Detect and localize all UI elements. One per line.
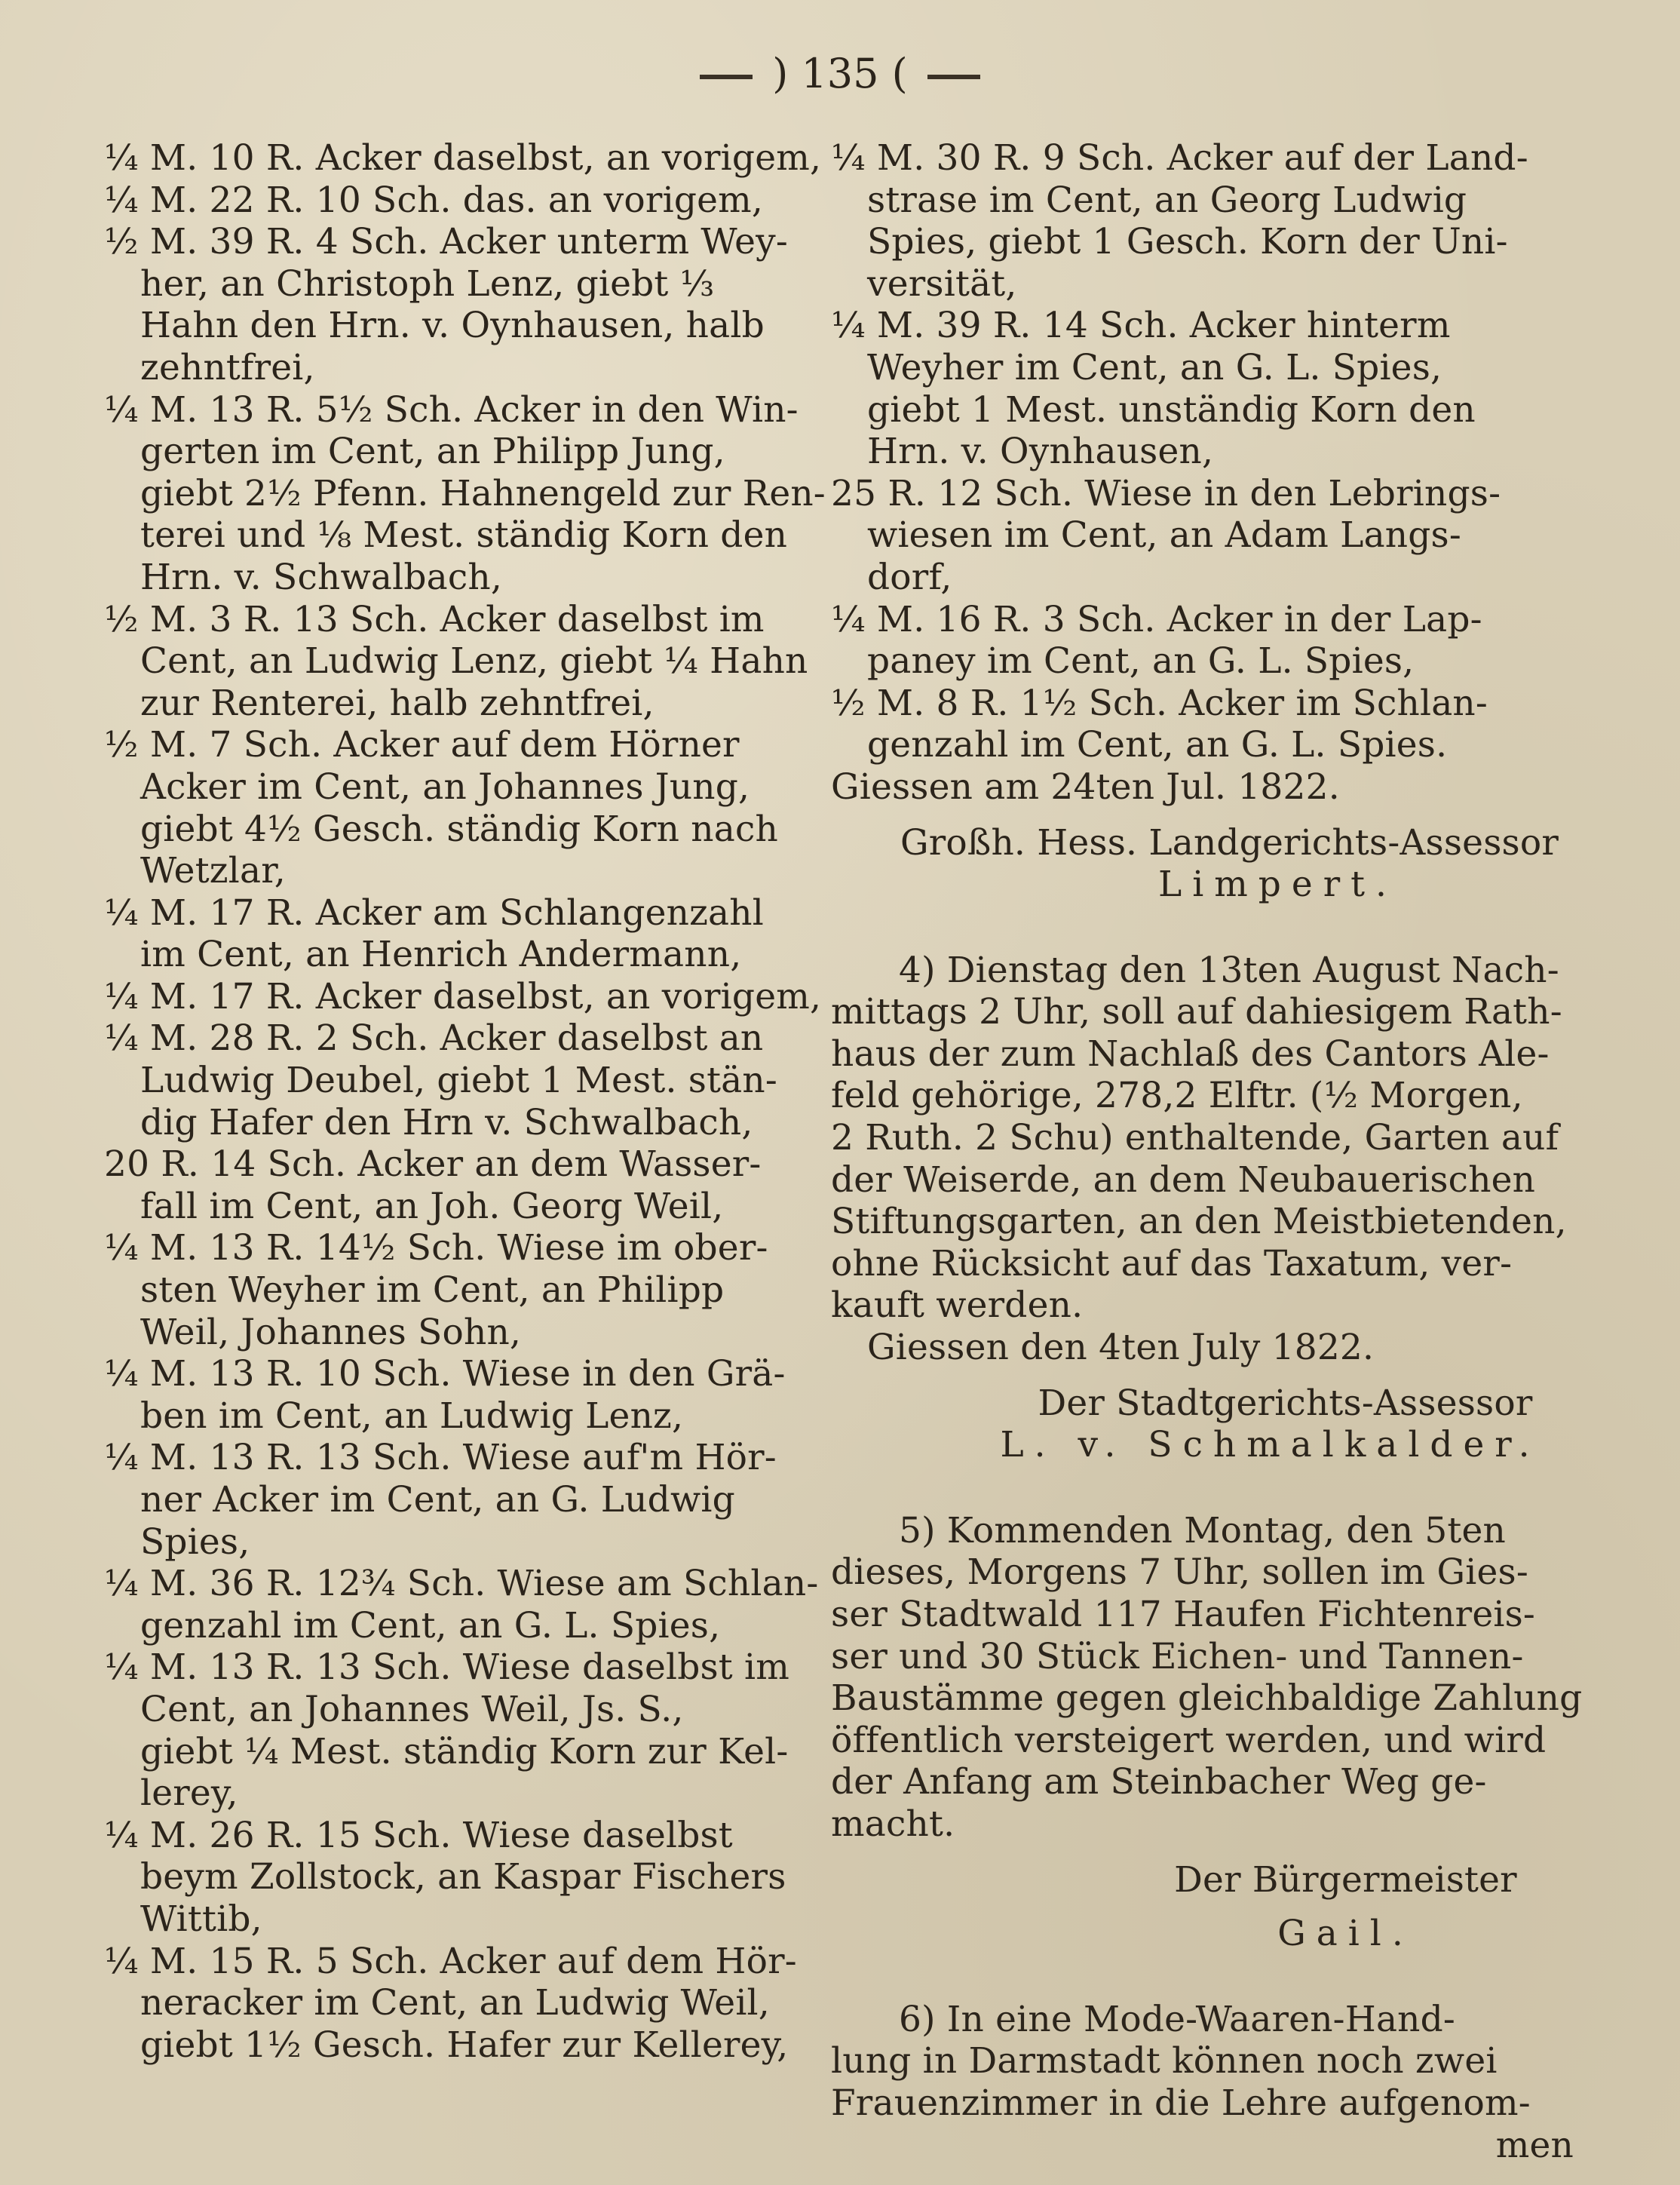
- list-item: ¼ M. 13 R. 13 Sch. Wiese auf'm Hör- ner Acker im Cent, an G. Ludwig Spies,: [104, 1437, 777, 1563]
- signature-title: Der Bürgermeister: [1174, 1858, 1517, 1901]
- list-item: ¼ M. 22 R. 10 Sch. das. an vorigem,: [104, 179, 764, 221]
- list-item: ½ M. 3 R. 13 Sch. Acker daselbst im Cent, an Ludwig Lenz, giebt ¼ Hahn zur Renterei, halb zehntfrei,: [104, 598, 808, 724]
- list-item: ¼ M. 13 R. 14½ Sch. Wiese im ober- sten Weyher im Cent, an Philipp Weil, Johannes Sohn,: [104, 1227, 768, 1353]
- list-item: ½ M. 8 R. 1½ Sch. Acker im Schlan- genzahl im Cent, an G. L. Spies.: [831, 682, 1488, 766]
- list-item: 20 R. 14 Sch. Acker an dem Wasser- fall im Cent, an Joh. Georg Weil,: [104, 1143, 762, 1227]
- notice-6: 6) In eine Mode-Waaren-Hand- lung in Darmstadt können noch zwei Frauenzimmer in die Lehre aufgenom-: [831, 1998, 1531, 2124]
- signature-title: Der Stadtgerichts-Assessor: [1038, 1382, 1533, 1424]
- list-item: ¼ M. 39 R. 14 Sch. Acker hinterm Weyher im Cent, an G. L. Spies, giebt 1 Mest. unständig Korn den Hrn. v. Oynhausen,: [831, 305, 1476, 473]
- list-item: ¼ M. 16 R. 3 Sch. Acker in der Lap- paney im Cent, an G. L. Spies,: [831, 598, 1482, 683]
- catchword: men: [1495, 2124, 1574, 2166]
- signature-name: Limpert.: [1157, 864, 1397, 906]
- signature-name: L. v. Schmalkalder.: [1000, 1424, 1541, 1466]
- list-item: ¼ M. 15 R. 5 Sch. Acker auf dem Hör- neracker im Cent, an Ludwig Weil, giebt 1½ Gesch. Hafer zur Kellerey,: [104, 1940, 797, 2066]
- signature-name: Gail.: [1277, 1913, 1414, 1955]
- date-line: Giessen den 4ten July 1822.: [867, 1327, 1375, 1369]
- list-item: ¼ M. 17 R. Acker daselbst, an vorigem,: [104, 975, 822, 1017]
- left-rule: [700, 75, 753, 79]
- list-item: ½ M. 7 Sch. Acker auf dem Hörner Acker im Cent, an Johannes Jung, giebt 4½ Gesch. ständig Korn nach Wetzlar,: [104, 724, 778, 892]
- list-item: ¼ M. 13 R. 13 Sch. Wiese daselbst im Cent, an Johannes Weil, Js. S., giebt ¼ Mest. ständig Korn zur Kel- lerey,: [104, 1646, 790, 1815]
- list-item: ¼ M. 13 R. 10 Sch. Wiese in den Grä- ben im Cent, an Ludwig Lenz,: [104, 1353, 786, 1437]
- list-item: ¼ M. 13 R. 5½ Sch. Acker in den Win- gerten im Cent, an Philipp Jung, giebt 2½ Pfenn. Hahnengeld zur Ren- terei und ⅛ Mest. ständig Korn den Hrn. v. Schwalbach,: [104, 388, 826, 598]
- page-number: ) 135 (: [772, 50, 908, 97]
- date-line: Giessen am 24ten Jul. 1822.: [831, 766, 1340, 808]
- left-column: [104, 137, 826, 2066]
- list-item: ¼ M. 28 R. 2 Sch. Acker daselbst an Ludwig Deubel, giebt 1 Mest. stän- dig Hafer den Hrn v. Schwalbach,: [104, 1017, 777, 1143]
- list-item: ¼ M. 26 R. 15 Sch. Wiese daselbst beym Zollstock, an Kaspar Fischers Wittib,: [104, 1814, 786, 1940]
- list-item: ¼ M. 17 R. Acker am Schlangenzahl im Cent, an Henrich Andermann,: [104, 891, 764, 976]
- list-item: ¼ M. 30 R. 9 Sch. Acker auf der Land- strase im Cent, an Georg Ludwig Spies, giebt 1 Gesch. Korn der Uni- versität,: [831, 137, 1528, 305]
- list-item: ¼ M. 10 R. Acker daselbst, an vorigem,: [104, 137, 822, 179]
- page-header: [0, 44, 1680, 104]
- list-item: ½ M. 39 R. 4 Sch. Acker unterm Wey- her, an Christoph Lenz, giebt ⅓ Hahn den Hrn. v. Oynhausen, halb zehntfrei,: [104, 221, 788, 388]
- list-item: ¼ M. 36 R. 12¾ Sch. Wiese am Schlan- genzahl im Cent, an G. L. Spies,: [104, 1563, 819, 1646]
- notice-4: 4) Dienstag den 13ten August Nach- mittags 2 Uhr, soll auf dahiesigem Rath- haus der zum Nachlaß des Cantors Ale- feld gehörige, 278,2 Elftr. (½ Morgen, 2 Ruth. 2 Schu) enthaltende, Garten auf der Weiserde, an dem Neubauerischen Stiftungsgarten, an den Meistbietenden, ohne Rücksicht auf das Taxatum, ver- kauft werden.: [831, 949, 1567, 1327]
- right-rule: [927, 75, 980, 79]
- signature-title: Großh. Hess. Landgerichts-Assessor: [900, 821, 1559, 864]
- list-item: 25 R. 12 Sch. Wiese in den Lebrings- wiesen im Cent, an Adam Langs- dorf,: [831, 472, 1501, 598]
- notice-5: 5) Kommenden Montag, den 5ten dieses, Morgens 7 Uhr, sollen im Gies- ser Stadtwald 117 Haufen Fichtenreis- ser und 30 Stück Eichen- und Tannen- Baustämme gegen gleichbaldige Zahlung öffentlich versteigert werden, und wird der Anfang am Steinbacher Weg ge- macht.: [831, 1509, 1583, 1845]
- right-column: [831, 137, 1583, 2166]
